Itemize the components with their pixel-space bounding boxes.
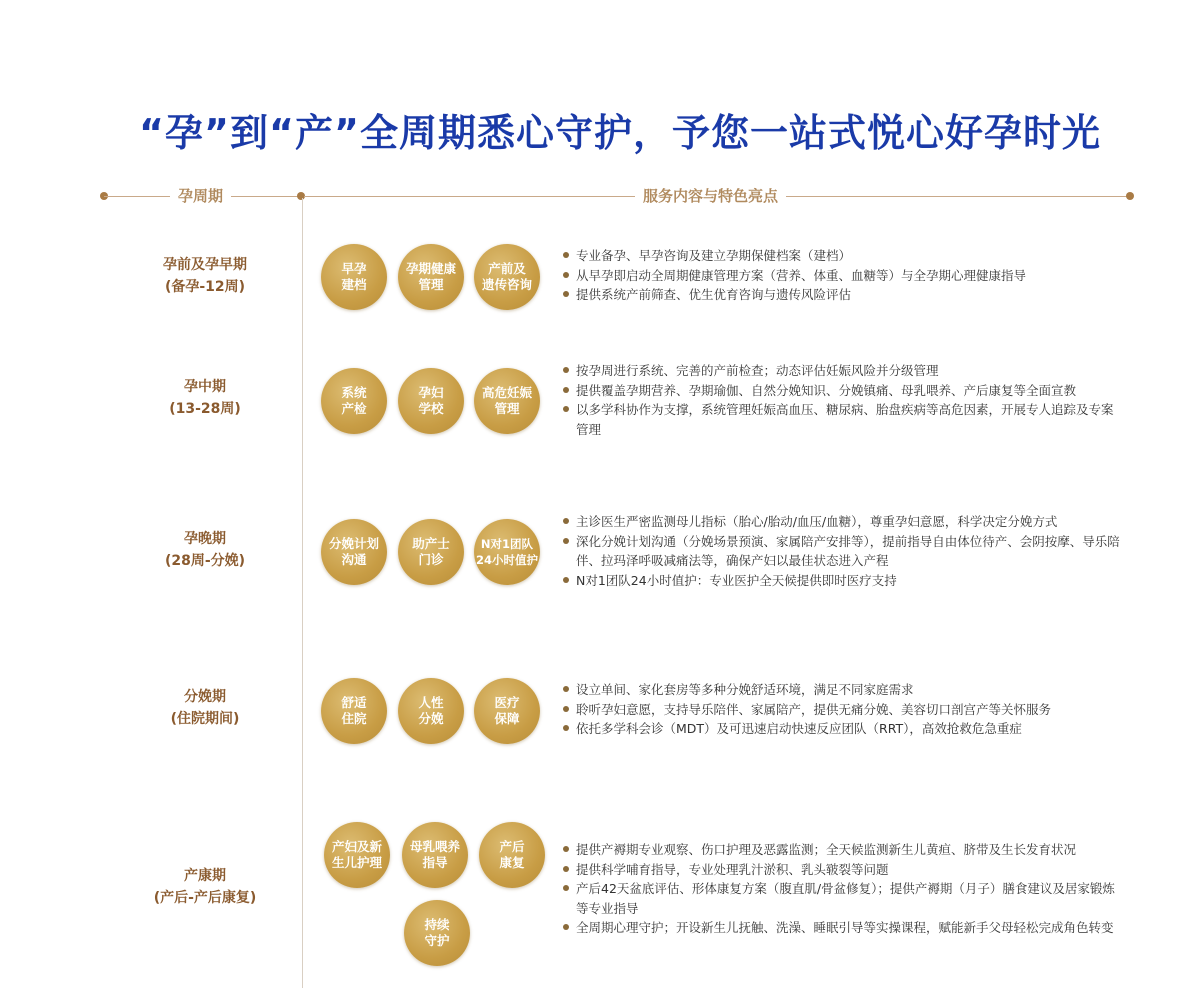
service-badge: 人性 分娩 bbox=[398, 678, 464, 744]
stage-label bbox=[120, 865, 290, 909]
service-badge: 医疗 保障 bbox=[474, 678, 540, 744]
service-badge: 产后 康复 bbox=[479, 822, 545, 888]
stage-range: (备孕-12周) bbox=[164, 279, 246, 295]
service-badge: 高危妊娠 管理 bbox=[474, 368, 540, 434]
stage-name: 产康期 bbox=[184, 868, 226, 884]
feature-item: 依托多学科会诊（MDT）及可迅速启动快速反应团队（RRT），高效抢救危急重症 bbox=[562, 719, 1122, 739]
feature-list bbox=[562, 512, 1122, 590]
feature-item: 设立单间、家化套房等多种分娩舒适环境，满足不同家庭需求 bbox=[562, 680, 1122, 700]
feature-list bbox=[562, 361, 1122, 439]
header-right-dot bbox=[1126, 192, 1134, 200]
service-badge: 持续 守护 bbox=[404, 900, 470, 966]
feature-list bbox=[562, 680, 1122, 739]
divider-line bbox=[302, 198, 303, 988]
feature-item: 全周期心理守护；开设新生儿抚触、洗澡、睡眠引导等实操课程，赋能新手父母轻松完成角色转变 bbox=[562, 918, 1122, 938]
feature-item: 专业备孕、早孕咨询及建立孕期保健档案（建档） bbox=[562, 246, 1122, 266]
feature-item: 主诊医生严密监测母儿指标（胎心/胎动/血压/血糖），尊重孕妇意愿，科学决定分娩方式 bbox=[562, 512, 1122, 532]
service-badge: N对1团队 24小时值护 bbox=[474, 519, 540, 585]
service-badge: 舒适 住院 bbox=[321, 678, 387, 744]
header-left-label: 孕周期 bbox=[170, 185, 231, 206]
service-badge: 早孕 建档 bbox=[321, 244, 387, 310]
service-badge: 助产士 门诊 bbox=[398, 519, 464, 585]
feature-item: 提供科学哺育指导，专业处理乳汁淤积、乳头皲裂等问题 bbox=[562, 860, 1122, 880]
stage-name: 孕前及孕早期 bbox=[163, 257, 247, 273]
feature-item: 按孕周进行系统、完善的产前检查；动态评估妊娠风险并分级管理 bbox=[562, 361, 1122, 381]
service-badge: 产妇及新 生儿护理 bbox=[324, 822, 390, 888]
feature-list bbox=[562, 246, 1122, 305]
feature-item: 提供产褥期专业观察、伤口护理及恶露监测；全天候监测新生儿黄疸、脐带及生长发育状况 bbox=[562, 840, 1122, 860]
feature-item: 提供系统产前筛查、优生优育咨询与遗传风险评估 bbox=[562, 285, 1122, 305]
feature-item: 以多学科协作为支撑，系统管理妊娠高血压、糖尿病、胎盘疾病等高危因素，开展专人追踪及专案管理 bbox=[562, 400, 1122, 439]
feature-item: 提供覆盖孕期营养、孕期瑜伽、自然分娩知识、分娩镇痛、母乳喂养、产后康复等全面宣教 bbox=[562, 381, 1122, 401]
service-badge: 产前及 遗传咨询 bbox=[474, 244, 540, 310]
stage-name: 孕晚期 bbox=[184, 531, 226, 547]
feature-item: 产后42天盆底评估、形体康复方案（腹直肌/骨盆修复）；提供产褥期（月子）膳食建议及居家锻炼等专业指导 bbox=[562, 879, 1122, 918]
page-title: “孕”到“产”全周期悉心守护，予您一站式悦心好孕时光 bbox=[139, 111, 1101, 155]
service-badge: 分娩计划 沟通 bbox=[321, 519, 387, 585]
feature-item: N对1团队24小时值护：专业医护全天候提供即时医疗支持 bbox=[562, 571, 1122, 591]
header-right-label: 服务内容与特色亮点 bbox=[635, 185, 786, 206]
stage-label bbox=[120, 254, 290, 298]
stage-name: 分娩期 bbox=[184, 689, 226, 705]
stage-label bbox=[120, 376, 290, 420]
stage-name: 孕中期 bbox=[184, 379, 226, 395]
service-badge: 母乳喂养 指导 bbox=[402, 822, 468, 888]
stage-label bbox=[120, 528, 290, 572]
feature-item: 深化分娩计划沟通（分娩场景预演、家属陪产安排等），提前指导自由体位待产、会阴按摩、导乐陪伴、拉玛泽呼吸减痛法等，确保产妇以最佳状态进入产程 bbox=[562, 532, 1122, 571]
stage-range: (产后-产后康复) bbox=[153, 890, 257, 906]
service-badge: 孕期健康 管理 bbox=[398, 244, 464, 310]
service-badge: 孕妇 学校 bbox=[398, 368, 464, 434]
stage-label bbox=[120, 686, 290, 730]
service-badge: 系统 产检 bbox=[321, 368, 387, 434]
stage-range: (28周-分娩) bbox=[164, 553, 246, 569]
stage-range: (13-28周) bbox=[169, 401, 241, 417]
feature-item: 从早孕即启动全周期健康管理方案（营养、体重、血糖等）与全孕期心理健康指导 bbox=[562, 266, 1122, 286]
feature-item: 聆听孕妇意愿，支持导乐陪伴、家属陪产，提供无痛分娩、美容切口剖宫产等关怀服务 bbox=[562, 700, 1122, 720]
stage-range: (住院期间) bbox=[170, 711, 240, 727]
feature-list bbox=[562, 840, 1122, 938]
